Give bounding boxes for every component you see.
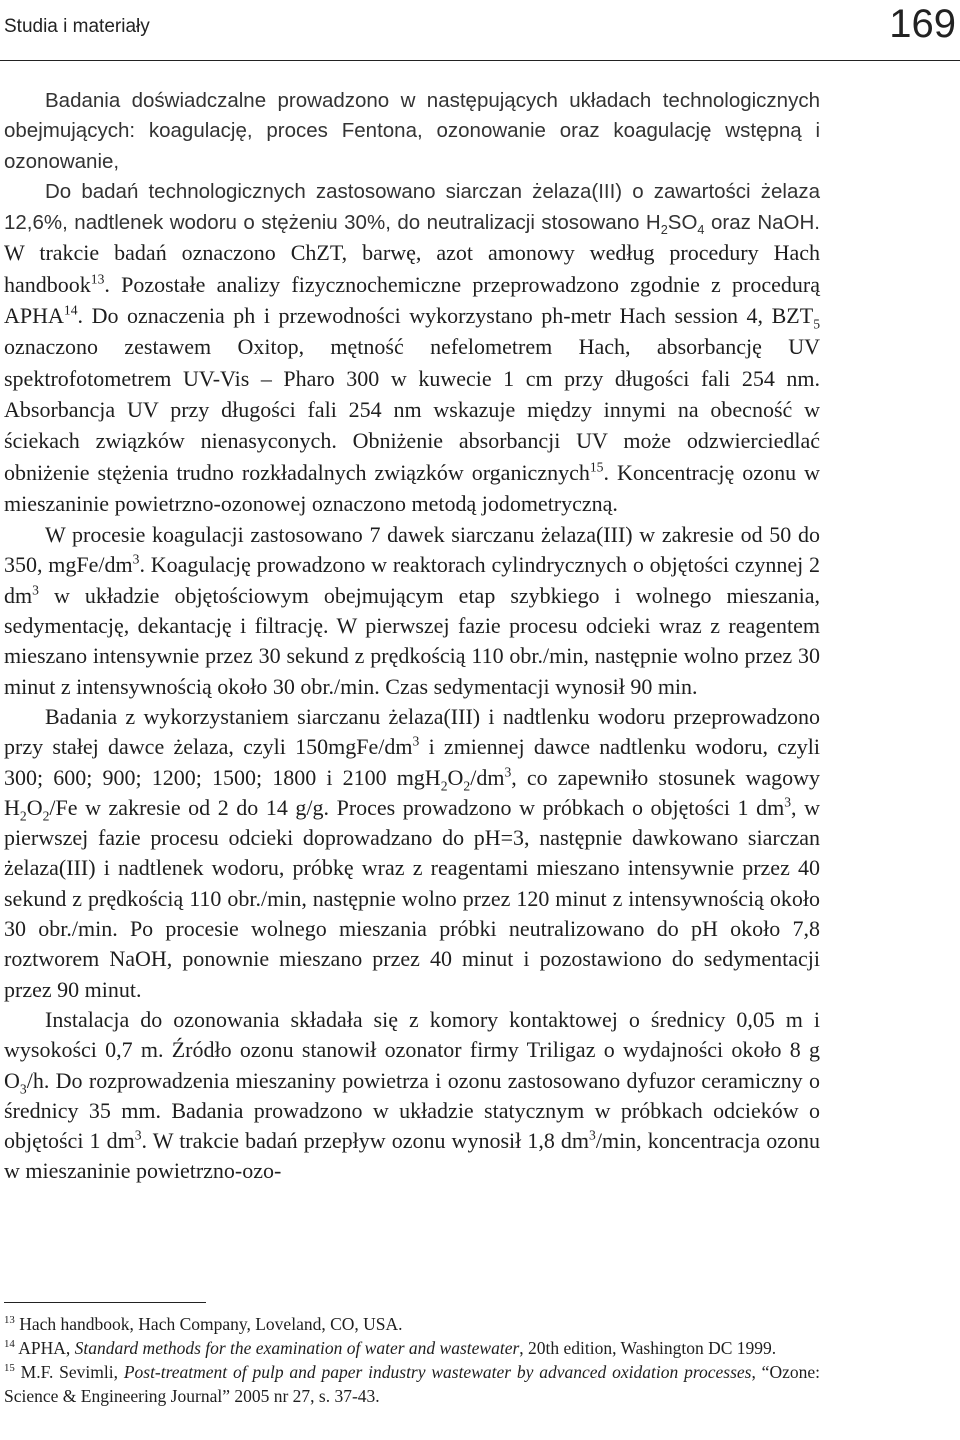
footnote-14: $^{14}$ APHA, Standard methods for the examination of water and wastewater, 20th edition, Washington DC 1999.: [4, 1338, 777, 1358]
footnote-15: $^{15}$ M.F. Sevimli, Post-treatment of pulp and paper industry wastewater by advanced oxidation processes, “Ozone: Science & Engineering Journal” 2005 nr 27, s. 37-43.: [4, 1362, 820, 1406]
footnote-ref-15[interactable]: 15: [589, 459, 604, 475]
section-label: Studia i materiały: [4, 16, 150, 37]
paragraph-ozonation: Instalacja do ozonowania składała się z komory kontaktowej o średnicy 0,05 m i wysokości 0,7 m. Źródło ozonu stanowił ozonator firmy Triligaz o wydajności około 8 g $O_3/h$. Do rozprowadzenia mieszaniny powietrza i ozonu zastosowano dyfuzor ceramiczny o średnicy 35 mm. Badania prowadzono w układzie statycznym w próbkach odcieków o objętości 1 $dm^3$. W trakcie badań przepływ ozonu wynosił 1,8 $dm^3/\min$, koncentracja ozonu w mieszaninie powietrzno-ozo-: [4, 1006, 821, 1184]
page-number: 169: [889, 2, 956, 46]
paragraph-fenton: Badania z wykorzystaniem siarczanu żelaza(III) i nadtlenku wodoru przeprowadzono przy stałej dawce żelaza, czyli $150mgFe/dm^3$ i zmiennej dawce nadtlenku wodoru, czyli 300; 600; 900; 1200; 1500; 1800 i 2100 $mgH_2O_2/dm^3$, co zapewniło stosunek wagowy $H_2O_2/Fe$ w zakresie od 2 do 14 g/g. Proces prowadzono w próbkach o objętości 1 $dm^3$, w pierwszej fazie procesu odcieki doprowadzano do pH=3, następnie dawkowano siarczan żelaza(III) i nadtlenek wodoru, próbkę wraz z reagentami mieszano intensywnie przez 40 sekund z prędkością 110 obr./min, następnie wolno przez 120 minut z intensywnością około 30 obr./min. Po procesie wolnego mieszania próbki neutralizowano do pH około 7,8 roztworem NaOH, ponownie mieszano przez 40 minut i pozostawiono do sedymentacji przez 90 minut.: [4, 703, 820, 1002]
page-header: [0, 0, 960, 61]
footnotes: [4, 1312, 820, 1408]
paragraph-intro: Badania doświadczalne prowadzono w następujących układach technologicznych obejmujących: koagulację, proces Fentona, ozonowanie oraz koagulację wstępną i ozonowanie,: [4, 89, 820, 173]
footnote-ref-13[interactable]: 13: [90, 271, 105, 287]
footnote-ref-14[interactable]: 14: [63, 302, 78, 318]
paragraph-coagulation: W procesie koagulacji zastosowano 7 dawek siarczanu żelaza(III) w zakresie od 50 do 350, mgFe/$dm^3$. Koagulację prowadzono w reaktorach cylindrycznych o objętości czynnej 2 $dm^3$ w układzie objętościowym obejmującym etap szybkiego i wolnego mieszania, sedymentację, dekantację i filtrację. W pierwszej fazie procesu odcieki wraz z reagentem mieszano intensywnie przez 30 sekund z prędkością 110 obr./min, następnie wolno przez 30 minut z intensywnością około 30 obr./min. Czas sedymentacji wynosił 90 min.: [4, 522, 820, 699]
footnote-13: $^{13}$ Hach handbook, Hach Company, Loveland, CO, USA.: [4, 1314, 403, 1334]
body-text: [4, 86, 820, 1187]
paragraph-materials: Do badań technologicznych zastosowano siarczan żelaza(III) o zawartości żelaza 12,6%, nadtlenek wodoru o stężeniu 30%, do neutralizacji stosowano $H_2SO_4$ oraz NaOH. W trakcie badań oznaczono ChZT, barwę, azot amonowy według procedury Hach handbook$^{13}$. Pozostałe analizy fizycznochemiczne przeprowadzono zgodnie z procedurą APHA$^{14}$. Do oznaczenia ph i przewodności wykorzystano ph-metr Hach session 4, $BZT_5$ oznaczono zestawem Oxitop, mętność nefelometrem Hach, absorbancję UV spektrofotometrem UV-Vis – Pharo 300 w kuwecie 1 cm przy długości fali 254 nm. Absorbancja UV przy długości fali 254 nm wskazuje między innymi na obecność w ściekach związków nienasyconych. Obniżenie absorbancji UV może odzwierciedlać obniżenie stężenia trudno rozkładalnych związków organicznych$^{15}$. Koncentrację ozonu w mieszaninie powietrzno-ozonowej oznaczono metodą jodometryczną.: [4, 179, 820, 516]
footnote-divider: [4, 1302, 206, 1303]
